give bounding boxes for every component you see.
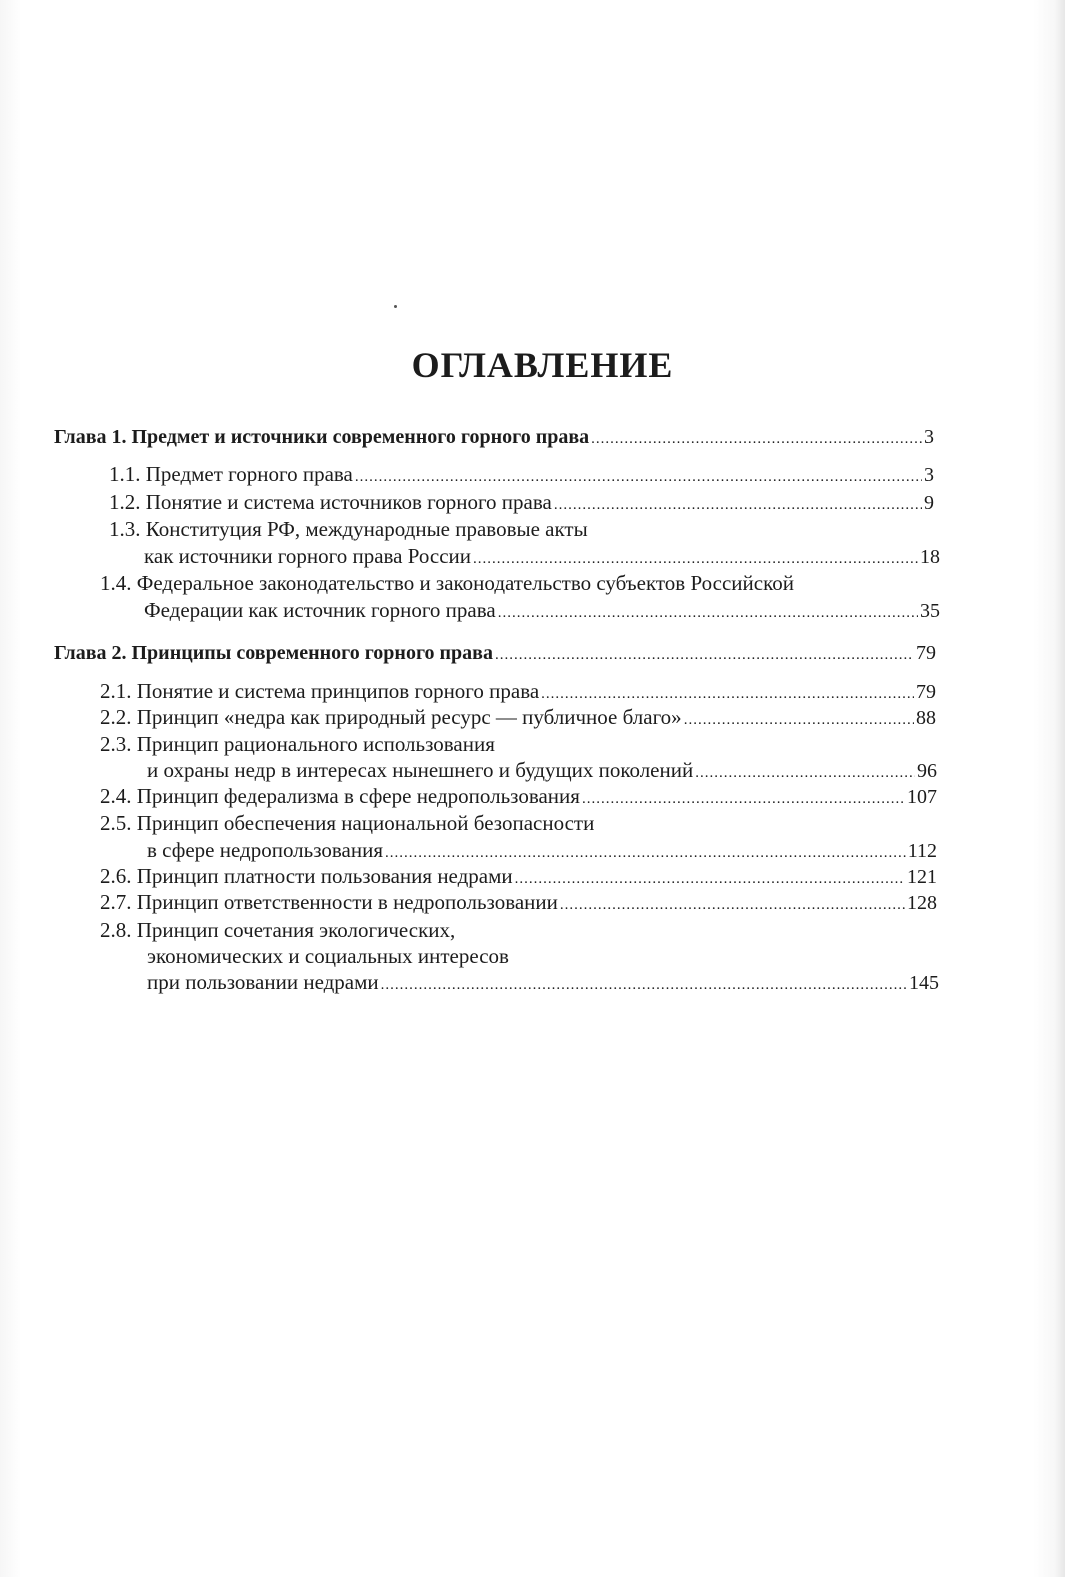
- page-number: 35: [920, 600, 940, 622]
- dot-leader: [355, 464, 922, 490]
- toc-section-2-3-line1[interactable]: 2.3. Принцип рационального использования: [100, 732, 495, 756]
- dot-leader: [498, 600, 918, 626]
- toc-section-1-1[interactable]: [109, 461, 934, 490]
- toc-section-2-5-line1[interactable]: 2.5. Принцип обеспечения национальной безопасности: [100, 811, 595, 835]
- toc-section-2-3[interactable]: [147, 757, 937, 786]
- toc-section-2-8-line1[interactable]: 2.8. Принцип сочетания экологических,: [100, 918, 456, 942]
- page-number: 9: [924, 492, 934, 514]
- dot-leader: [560, 892, 905, 918]
- toc-section-1-4[interactable]: [144, 597, 940, 626]
- page-number: 3: [924, 464, 934, 486]
- dot-leader: [473, 546, 918, 572]
- dot-leader: [381, 972, 907, 998]
- section-title: 2.7. Принцип ответственности в недропользовании: [100, 890, 558, 914]
- section-title: и охраны недр в интересах нынешнего и будущих поколений: [147, 758, 694, 782]
- chapter-title: Глава 2. Принципы современного горного права: [54, 642, 493, 664]
- dot-leader: [582, 786, 905, 812]
- page-number: 18: [920, 546, 940, 568]
- toc-title: ОГЛАВЛЕНИЕ: [411, 345, 674, 385]
- page-number: 107: [907, 786, 937, 808]
- section-title: как источники горного права России: [144, 544, 472, 568]
- toc-chapter-1[interactable]: [54, 424, 934, 452]
- section-title: 1.2. Понятие и система источников горного права: [109, 490, 552, 514]
- toc-section-1-2[interactable]: [109, 489, 934, 518]
- dot-leader: [591, 426, 922, 452]
- toc-section-1-3[interactable]: [144, 543, 940, 572]
- dot-leader: [495, 642, 914, 668]
- toc-chapter-2[interactable]: [54, 640, 936, 668]
- page-number: 3: [924, 426, 934, 448]
- toc-section-2-5[interactable]: [147, 837, 937, 866]
- dot-leader: [554, 492, 922, 518]
- page-number: 79: [916, 642, 936, 664]
- chapter-title: Глава 1. Предмет и источники современного горного права: [54, 426, 590, 448]
- toc-section-1-3-line1[interactable]: 1.3. Конституция РФ, международные правовые акты: [109, 517, 588, 541]
- toc-section-2-8[interactable]: [147, 969, 939, 998]
- toc-section-2-2[interactable]: [100, 704, 936, 733]
- page-number: 112: [907, 840, 937, 862]
- section-title: 2.1. Понятие и система принципов горного права: [100, 679, 540, 703]
- section-title: при пользовании недрами: [147, 970, 379, 994]
- dot-leader: [684, 707, 914, 733]
- toc-section-1-4-line1[interactable]: 1.4. Федеральное законодательство и законодательство субъектов Российской: [100, 571, 794, 595]
- page-edge-shadow: [1055, 0, 1065, 1577]
- section-title: 2.6. Принцип платности пользования недрами: [100, 864, 513, 888]
- page-number: 96: [917, 760, 937, 782]
- section-title: 1.1. Предмет горного права: [109, 462, 353, 486]
- section-title: 2.2. Принцип «недра как природный ресурс — публичное благо»: [100, 705, 682, 729]
- section-title: в сфере недропользования: [147, 838, 383, 862]
- page-number: 79: [916, 681, 936, 703]
- section-title: 2.4. Принцип федерализма в сфере недропользования: [100, 784, 580, 808]
- print-speck: [394, 305, 397, 308]
- toc-section-2-6[interactable]: [100, 863, 937, 892]
- toc-section-2-7[interactable]: [100, 889, 937, 918]
- toc-section-2-4[interactable]: [100, 783, 937, 812]
- page-number: 128: [907, 892, 937, 914]
- page-number: 121: [907, 866, 937, 888]
- page-number: 88: [916, 707, 936, 729]
- toc-section-2-1[interactable]: [100, 678, 936, 707]
- toc-section-2-8-line2[interactable]: экономических и социальных интересов: [147, 944, 509, 968]
- section-title: Федерации как источник горного права: [144, 598, 496, 622]
- page-number: 145: [909, 972, 939, 994]
